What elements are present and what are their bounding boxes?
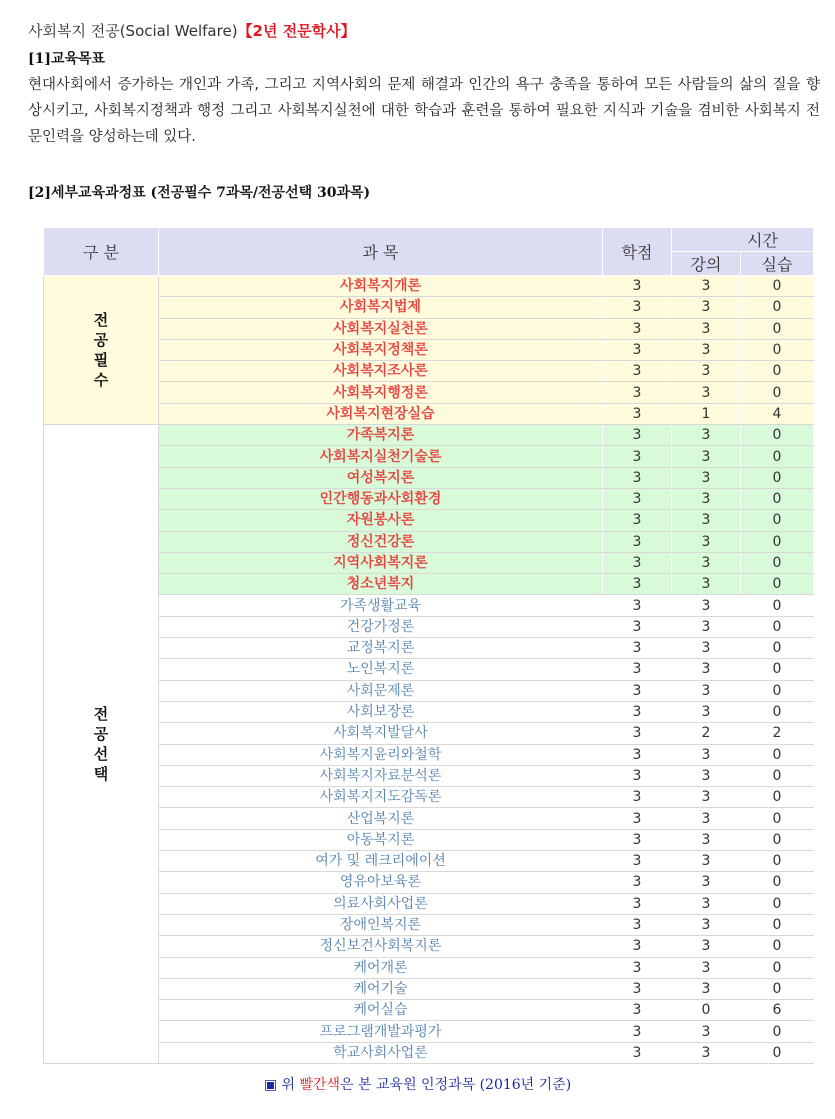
subject-name: 자원봉사론 <box>159 510 603 531</box>
practice-hours-cell: 0 <box>741 829 814 850</box>
practice-hours-cell: 0 <box>741 510 814 531</box>
subject-name: 여가 및 레크리에이션 <box>159 851 603 872</box>
practice-hours-cell: 0 <box>741 616 814 637</box>
lecture-hours-cell: 3 <box>672 361 741 382</box>
table-row <box>44 361 814 382</box>
subject-name: 케어기술 <box>159 978 603 999</box>
table-row <box>44 851 814 872</box>
practice-hours-cell: 0 <box>741 638 814 659</box>
practice-hours-cell: 0 <box>741 936 814 957</box>
title-degree: 【2년 전문학사】 <box>237 22 356 40</box>
subject-name: 아동복지론 <box>159 829 603 850</box>
lecture-hours-cell: 3 <box>672 787 741 808</box>
lecture-hours-cell: 3 <box>672 744 741 765</box>
table-row <box>44 339 814 360</box>
header-practice: 실습 <box>741 252 814 276</box>
subject-name: 케어개론 <box>159 957 603 978</box>
lecture-hours-cell: 3 <box>672 936 741 957</box>
subject-name: 사회복지발달사 <box>159 723 603 744</box>
lecture-hours-cell: 3 <box>672 659 741 680</box>
header-category: 구 분 <box>44 228 159 276</box>
practice-hours-cell: 0 <box>741 318 814 339</box>
credits-cell: 3 <box>603 531 672 552</box>
practice-hours-cell: 0 <box>741 595 814 616</box>
table-row <box>44 808 814 829</box>
practice-hours-cell: 0 <box>741 680 814 701</box>
lecture-hours-cell: 1 <box>672 403 741 424</box>
curriculum-table <box>43 227 814 1064</box>
subject-name: 사회복지현장실습 <box>159 403 603 424</box>
lecture-hours-cell: 3 <box>672 978 741 999</box>
credits-cell: 3 <box>603 851 672 872</box>
practice-hours-cell: 0 <box>741 297 814 318</box>
credits-cell: 3 <box>603 361 672 382</box>
subject-name: 노인복지론 <box>159 659 603 680</box>
practice-hours-cell: 0 <box>741 467 814 488</box>
footnote-red-word: 빨간색 <box>299 1077 341 1093</box>
table-row <box>44 510 814 531</box>
subject-name: 교정복지론 <box>159 638 603 659</box>
practice-hours-cell: 6 <box>741 1000 814 1021</box>
table-row <box>44 957 814 978</box>
subject-name: 영유아보육론 <box>159 872 603 893</box>
credits-cell: 3 <box>603 936 672 957</box>
table-row <box>44 829 814 850</box>
table-row <box>44 467 814 488</box>
lecture-hours-cell: 3 <box>672 552 741 573</box>
credits-cell: 3 <box>603 829 672 850</box>
subject-name: 산업복지론 <box>159 808 603 829</box>
group-label-char: 수 <box>93 371 109 390</box>
table-row <box>44 403 814 424</box>
credits-cell: 3 <box>603 595 672 616</box>
header-subject: 과 목 <box>159 228 603 276</box>
credits-cell: 3 <box>603 787 672 808</box>
credits-cell: 3 <box>603 723 672 744</box>
lecture-hours-cell: 2 <box>672 723 741 744</box>
curriculum-body <box>44 276 814 1064</box>
subject-name: 사회복지지도감독론 <box>159 787 603 808</box>
subject-name: 청소년복지 <box>159 574 603 595</box>
credits-cell: 3 <box>603 425 672 446</box>
table-row <box>44 531 814 552</box>
subject-name: 사회보장론 <box>159 701 603 722</box>
table-row <box>44 765 814 786</box>
group-label-elective <box>44 425 159 1064</box>
table-row <box>44 616 814 637</box>
subject-name: 사회복지자료분석론 <box>159 765 603 786</box>
practice-hours-cell: 0 <box>741 531 814 552</box>
table-row <box>44 552 814 573</box>
lecture-hours-cell: 3 <box>672 297 741 318</box>
practice-hours-cell: 0 <box>741 574 814 595</box>
lecture-hours-cell: 3 <box>672 339 741 360</box>
lecture-hours-cell: 3 <box>672 680 741 701</box>
subject-name: 사회복지개론 <box>159 276 603 297</box>
lecture-hours-cell: 3 <box>672 893 741 914</box>
practice-hours-cell: 0 <box>741 361 814 382</box>
table-row <box>44 723 814 744</box>
practice-hours-cell: 0 <box>741 808 814 829</box>
credits-cell: 3 <box>603 872 672 893</box>
lecture-hours-cell: 3 <box>672 851 741 872</box>
subject-name: 사회복지실천론 <box>159 318 603 339</box>
group-label-char: 공 <box>93 331 109 350</box>
subject-name: 학교사회사업론 <box>159 1042 603 1063</box>
credits-cell: 3 <box>603 276 672 297</box>
subject-name: 건강가정론 <box>159 616 603 637</box>
subject-name: 인간행동과사회환경 <box>159 488 603 509</box>
credits-cell: 3 <box>603 808 672 829</box>
group-label-char: 전 <box>93 705 109 724</box>
page-title <box>28 20 356 41</box>
lecture-hours-cell: 3 <box>672 467 741 488</box>
subject-name: 여성복지론 <box>159 467 603 488</box>
lecture-hours-cell: 3 <box>672 595 741 616</box>
group-label-char: 공 <box>93 725 109 744</box>
table-row <box>44 659 814 680</box>
credits-cell: 3 <box>603 467 672 488</box>
table-row <box>44 318 814 339</box>
table-row <box>44 872 814 893</box>
table-row <box>44 574 814 595</box>
credits-cell: 3 <box>603 701 672 722</box>
table-row <box>44 936 814 957</box>
practice-hours-cell: 0 <box>741 382 814 403</box>
credits-cell: 3 <box>603 914 672 935</box>
subject-name: 케어실습 <box>159 1000 603 1021</box>
credits-cell: 3 <box>603 297 672 318</box>
subject-name: 사회복지행정론 <box>159 382 603 403</box>
practice-hours-cell: 0 <box>741 978 814 999</box>
subject-name: 가족생활교육 <box>159 595 603 616</box>
practice-hours-cell: 0 <box>741 893 814 914</box>
subject-name: 사회복지정책론 <box>159 339 603 360</box>
credits-cell: 3 <box>603 1021 672 1042</box>
practice-hours-cell: 0 <box>741 787 814 808</box>
lecture-hours-cell: 3 <box>672 574 741 595</box>
group-label-char: 필 <box>93 351 109 370</box>
lecture-hours-cell: 3 <box>672 382 741 403</box>
subject-name: 정신보건사회복지론 <box>159 936 603 957</box>
practice-hours-cell: 0 <box>741 765 814 786</box>
credits-cell: 3 <box>603 403 672 424</box>
table-row <box>44 446 814 467</box>
lecture-hours-cell: 3 <box>672 1042 741 1063</box>
table-row <box>44 595 814 616</box>
table-row <box>44 297 814 318</box>
lecture-hours-cell: 3 <box>672 531 741 552</box>
lecture-hours-cell: 3 <box>672 701 741 722</box>
lecture-hours-cell: 3 <box>672 276 741 297</box>
practice-hours-cell: 0 <box>741 1042 814 1063</box>
header-lecture: 강의 <box>672 252 741 276</box>
credits-cell: 3 <box>603 1000 672 1021</box>
lecture-hours-cell: 0 <box>672 1000 741 1021</box>
table-row <box>44 276 814 297</box>
credits-cell: 3 <box>603 318 672 339</box>
table-row <box>44 680 814 701</box>
table-row <box>44 1042 814 1063</box>
lecture-hours-cell: 3 <box>672 872 741 893</box>
lecture-hours-cell: 3 <box>672 425 741 446</box>
practice-hours-cell: 0 <box>741 872 814 893</box>
group-label-char: 택 <box>93 765 109 784</box>
header-hours: 시간 <box>672 228 814 252</box>
table-row <box>44 488 814 509</box>
practice-hours-cell: 0 <box>741 276 814 297</box>
practice-hours-cell: 0 <box>741 851 814 872</box>
practice-hours-cell: 0 <box>741 446 814 467</box>
practice-hours-cell: 0 <box>741 1021 814 1042</box>
lecture-hours-cell: 3 <box>672 808 741 829</box>
credits-cell: 3 <box>603 616 672 637</box>
practice-hours-cell: 2 <box>741 723 814 744</box>
practice-hours-cell: 0 <box>741 552 814 573</box>
table-row <box>44 701 814 722</box>
practice-hours-cell: 0 <box>741 425 814 446</box>
credits-cell: 3 <box>603 893 672 914</box>
practice-hours-cell: 0 <box>741 339 814 360</box>
subject-name: 지역사회복지론 <box>159 552 603 573</box>
lecture-hours-cell: 3 <box>672 829 741 850</box>
section-heading-curriculum: [2]세부교육과정표 (전공필수 7과목/전공선택 30과목) <box>28 185 371 201</box>
title-main: 사회복지 전공(Social Welfare) <box>28 22 238 40</box>
credits-cell: 3 <box>603 765 672 786</box>
subject-name: 사회문제론 <box>159 680 603 701</box>
practice-hours-cell: 0 <box>741 744 814 765</box>
group-label-char: 선 <box>93 745 109 764</box>
practice-hours-cell: 0 <box>741 488 814 509</box>
lecture-hours-cell: 3 <box>672 765 741 786</box>
lecture-hours-cell: 3 <box>672 957 741 978</box>
footnote <box>0 1074 835 1094</box>
table-row <box>44 382 814 403</box>
credits-cell: 3 <box>603 957 672 978</box>
credits-cell: 3 <box>603 339 672 360</box>
table-row <box>44 425 814 446</box>
table-row <box>44 1000 814 1021</box>
group-label-required <box>44 276 159 425</box>
credits-cell: 3 <box>603 574 672 595</box>
footnote-suffix: 은 본 교육원 인정과목 (2016년 기준) <box>340 1077 572 1093</box>
credits-cell: 3 <box>603 744 672 765</box>
section-heading-objective: [1]교육목표 <box>28 51 106 67</box>
credits-cell: 3 <box>603 1042 672 1063</box>
table-row <box>44 744 814 765</box>
lecture-hours-cell: 3 <box>672 1021 741 1042</box>
credits-cell: 3 <box>603 680 672 701</box>
credits-cell: 3 <box>603 510 672 531</box>
lecture-hours-cell: 3 <box>672 488 741 509</box>
subject-name: 사회복지실천기술론 <box>159 446 603 467</box>
footnote-prefix: 위 <box>281 1077 296 1093</box>
practice-hours-cell: 0 <box>741 957 814 978</box>
credits-cell: 3 <box>603 552 672 573</box>
lecture-hours-cell: 3 <box>672 446 741 467</box>
subject-name: 의료사회사업론 <box>159 893 603 914</box>
objective-text: 현대사회에서 증가하는 개인과 가족, 그리고 지역사회의 문제 해결과 인간의 욕구 충족을 통하여 모든 사람들의 삶의 질을 향상시키고, 사회복지정책과 행정 그리고 사회복지실천에 대한 학습과 훈련을 통하여 필요한 지식과 기술을 겸비한 사회복지 전문인력을 양성하는데 있다. <box>28 77 820 145</box>
table-row <box>44 978 814 999</box>
square-bullet-icon: ▣ <box>263 1077 278 1093</box>
practice-hours-cell: 0 <box>741 914 814 935</box>
practice-hours-cell: 4 <box>741 403 814 424</box>
header-credits: 학점 <box>603 228 672 276</box>
credits-cell: 3 <box>603 488 672 509</box>
subject-name: 장애인복지론 <box>159 914 603 935</box>
subject-name: 사회복지조사론 <box>159 361 603 382</box>
practice-hours-cell: 0 <box>741 701 814 722</box>
credits-cell: 3 <box>603 978 672 999</box>
subject-name: 사회복지법제 <box>159 297 603 318</box>
group-label-char: 전 <box>93 311 109 330</box>
lecture-hours-cell: 3 <box>672 914 741 935</box>
subject-name: 사회복지윤리와철학 <box>159 744 603 765</box>
lecture-hours-cell: 3 <box>672 510 741 531</box>
lecture-hours-cell: 3 <box>672 616 741 637</box>
credits-cell: 3 <box>603 446 672 467</box>
lecture-hours-cell: 3 <box>672 318 741 339</box>
credits-cell: 3 <box>603 638 672 659</box>
credits-cell: 3 <box>603 382 672 403</box>
table-row <box>44 1021 814 1042</box>
table-row <box>44 914 814 935</box>
subject-name: 프로그램개발과평가 <box>159 1021 603 1042</box>
table-row <box>44 787 814 808</box>
table-row <box>44 893 814 914</box>
credits-cell: 3 <box>603 659 672 680</box>
table-row <box>44 638 814 659</box>
practice-hours-cell: 0 <box>741 659 814 680</box>
subject-name: 정신건강론 <box>159 531 603 552</box>
subject-name: 가족복지론 <box>159 425 603 446</box>
lecture-hours-cell: 3 <box>672 638 741 659</box>
